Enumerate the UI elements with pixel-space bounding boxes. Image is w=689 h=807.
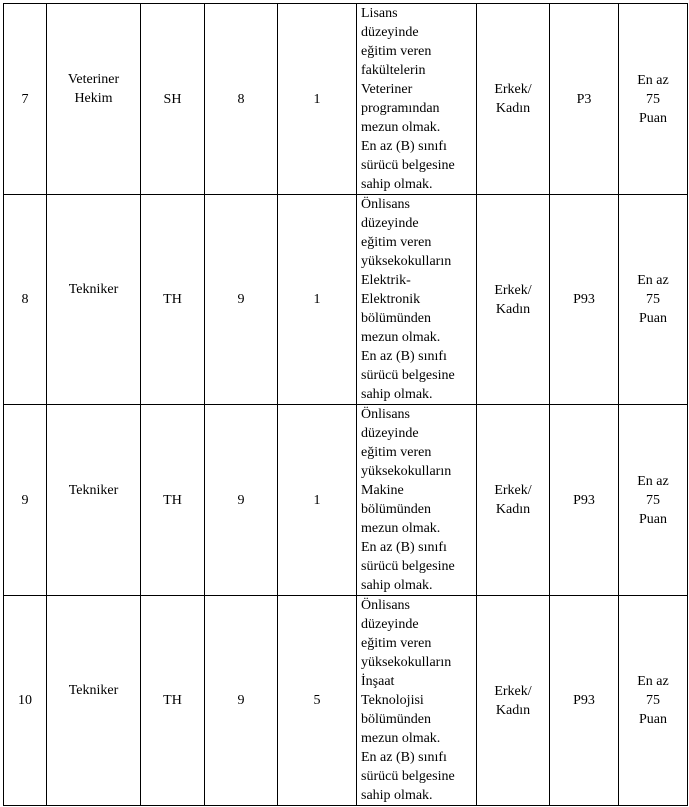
position-title-cell — [47, 195, 141, 405]
min-score-cell — [619, 195, 688, 405]
min-score-line: Puan — [639, 110, 667, 126]
count-cell — [278, 4, 357, 195]
min-score-line: 75 — [646, 492, 660, 508]
requirement-line: Makine — [361, 483, 404, 498]
class-cell — [141, 195, 205, 405]
requirement-line: yüksekokulların — [361, 464, 452, 479]
requirement-line: düzeyinde — [361, 25, 419, 40]
row-number: 7 — [21, 91, 29, 107]
count-cell — [278, 596, 357, 806]
requirements-cell — [357, 405, 477, 596]
degree-value: 9 — [237, 292, 245, 307]
degree-value: 8 — [237, 91, 245, 107]
min-score-line: En az — [637, 473, 669, 489]
kpss-score-type: P93 — [573, 492, 595, 508]
requirement-line: sahip olmak. — [361, 177, 433, 192]
gender-line: Kadın — [495, 702, 531, 718]
requirement-line: Önlisans — [361, 598, 410, 613]
requirement-line: programından — [361, 101, 440, 116]
gender-line: Kadın — [495, 502, 531, 517]
position-title-line: Tekniker — [68, 482, 119, 498]
position-title-cell — [47, 4, 141, 195]
requirement-line: sürücü belgesine — [361, 368, 455, 383]
table-row — [4, 195, 688, 405]
kpss-score-type: P93 — [573, 693, 595, 708]
class-cell — [141, 596, 205, 806]
requirement-line: sürücü belgesine — [361, 559, 455, 574]
requirement-line: düzeyinde — [361, 426, 419, 441]
row-number-cell — [4, 4, 47, 195]
count-cell — [278, 195, 357, 405]
row-number-cell — [4, 596, 47, 806]
table-row — [4, 4, 688, 195]
requirement-line: Elektronik — [361, 292, 421, 307]
gender-line: Erkek/ — [494, 683, 532, 699]
requirement-line: yüksekokulların — [361, 254, 452, 269]
requirement-line: Lisans — [361, 6, 398, 21]
min-score-line: En az — [637, 674, 669, 689]
degree-cell — [205, 195, 278, 405]
requirement-line: mezun olmak. — [361, 330, 441, 345]
position-count: 1 — [313, 292, 321, 307]
kpss-score-type: P3 — [576, 91, 592, 107]
min-score-line: Puan — [639, 511, 667, 527]
requirement-line: Önlisans — [361, 407, 410, 422]
position-count: 1 — [313, 492, 321, 508]
requirement-line: yüksekokulların — [361, 655, 452, 670]
gender-line: Kadın — [495, 101, 531, 116]
min-score-line: Puan — [639, 311, 667, 326]
position-title-line: Hekim — [74, 91, 113, 106]
degree-cell — [205, 4, 278, 195]
row-number: 10 — [18, 693, 32, 708]
requirement-line: İnşaat — [361, 674, 395, 689]
requirement-line: eğitim veren — [361, 636, 432, 651]
job-positions-table — [3, 3, 688, 806]
position-title-line: Tekniker — [68, 683, 119, 698]
requirement-line: fakültelerin — [361, 63, 426, 78]
class-code: TH — [163, 693, 182, 708]
requirement-line: bölümünden — [361, 311, 431, 326]
requirement-line: sahip olmak. — [361, 788, 433, 803]
requirement-line: Önlisans — [361, 197, 410, 212]
requirement-line: sahip olmak. — [361, 387, 433, 402]
class-code: TH — [163, 492, 182, 508]
class-cell — [141, 405, 205, 596]
position-title-line: Tekniker — [68, 282, 119, 297]
kpss-cell — [550, 405, 619, 596]
requirement-line: En az (B) sınıfı — [361, 540, 447, 555]
degree-cell — [205, 596, 278, 806]
requirement-line: bölümünden — [361, 502, 431, 517]
position-count: 5 — [313, 693, 321, 708]
requirement-line: eğitim veren — [361, 445, 432, 460]
position-count: 1 — [313, 91, 321, 107]
requirement-line: mezun olmak. — [361, 120, 441, 135]
requirement-line: sürücü belgesine — [361, 769, 455, 784]
position-title-cell — [47, 405, 141, 596]
kpss-cell — [550, 596, 619, 806]
kpss-score-type: P93 — [573, 292, 595, 307]
requirement-line: Veteriner — [361, 82, 413, 97]
row-number-cell — [4, 195, 47, 405]
degree-cell — [205, 405, 278, 596]
gender-cell — [477, 4, 550, 195]
requirement-line: Teknolojisi — [361, 693, 424, 708]
kpss-cell — [550, 195, 619, 405]
min-score-line: 75 — [646, 292, 660, 307]
row-number: 9 — [21, 492, 29, 508]
requirement-line: En az (B) sınıfı — [361, 139, 447, 154]
min-score-cell — [619, 405, 688, 596]
class-code: SH — [163, 91, 182, 107]
requirement-line: mezun olmak. — [361, 731, 441, 746]
row-number: 8 — [21, 292, 29, 307]
gender-line: Erkek/ — [494, 483, 532, 498]
min-score-line: En az — [637, 72, 669, 88]
requirement-line: düzeyinde — [361, 216, 419, 231]
min-score-cell — [619, 596, 688, 806]
requirement-line: En az (B) sınıfı — [361, 349, 447, 364]
degree-value: 9 — [237, 492, 245, 508]
count-cell — [278, 405, 357, 596]
requirement-line: sahip olmak. — [361, 578, 433, 593]
kpss-cell — [550, 4, 619, 195]
requirements-cell — [357, 195, 477, 405]
table-row — [4, 596, 688, 806]
gender-line: Kadın — [495, 301, 531, 317]
degree-value: 9 — [237, 693, 245, 708]
min-score-line: 75 — [646, 693, 660, 708]
position-title-line: Veteriner — [67, 72, 120, 87]
min-score-line: 75 — [646, 91, 660, 107]
gender-line: Erkek/ — [494, 282, 532, 298]
requirement-line: eğitim veren — [361, 44, 432, 59]
min-score-cell — [619, 4, 688, 195]
gender-cell — [477, 405, 550, 596]
class-cell — [141, 4, 205, 195]
min-score-line: Puan — [639, 712, 667, 727]
table-row — [4, 405, 688, 596]
gender-cell — [477, 596, 550, 806]
class-code: TH — [163, 292, 182, 307]
requirement-line: eğitim veren — [361, 235, 432, 250]
row-number-cell — [4, 405, 47, 596]
requirement-line: En az (B) sınıfı — [361, 750, 447, 765]
min-score-line: En az — [637, 273, 669, 288]
gender-line: Erkek/ — [494, 82, 532, 97]
requirement-line: bölümünden — [361, 712, 431, 727]
position-title-cell — [47, 596, 141, 806]
requirement-line: Elektrik- — [361, 273, 411, 288]
requirement-line: düzeyinde — [361, 617, 419, 632]
requirements-cell — [357, 596, 477, 806]
requirement-line: mezun olmak. — [361, 521, 441, 536]
requirements-cell — [357, 4, 477, 195]
gender-cell — [477, 195, 550, 405]
requirement-line: sürücü belgesine — [361, 158, 455, 173]
